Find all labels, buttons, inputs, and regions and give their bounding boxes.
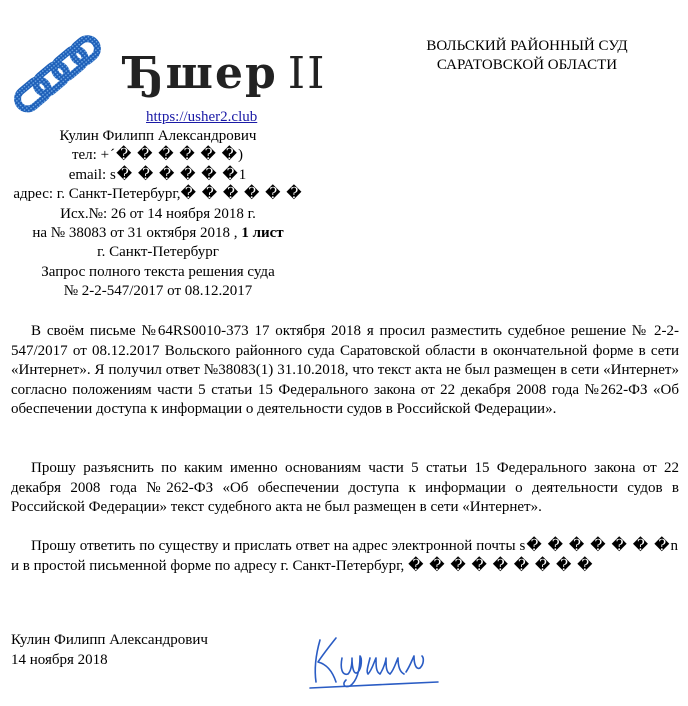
footer-name: Кулин Филипп Александрович	[11, 632, 208, 648]
footer-date: 14 ноября 2018	[11, 652, 108, 668]
paragraph-3-address: � � � � � � � � �	[408, 557, 594, 574]
court-region: САРАТОВСКОЙ ОБЛАСТИ	[436, 57, 618, 73]
chain-link-logo-icon	[12, 34, 104, 118]
sheet-count: 1 лист	[241, 225, 284, 242]
brand-numeral: II	[287, 48, 327, 99]
phone-value: +´� � � � � �)	[100, 147, 245, 164]
sender-city: г. Санкт-Петербург	[97, 244, 219, 261]
body-paragraph-2: Прошу разъяснить по каким именно основаниям части 5 статьи 15 Федерального закона от 22 декабря 2008 года №262-ФЗ «Об обеспечении доступа к информации о деятельности судов в Российской Федерации» текст судебного акта не был размещен в сети «Интернет».	[11, 460, 679, 515]
reply-to-text: на № 38083 от 31 октября 2018 ,	[32, 225, 238, 242]
handwritten-signature-icon	[306, 628, 446, 690]
subject-line-1: Запрос полного текста решения суда	[41, 263, 275, 280]
paragraph-3-email: s� � � � � � �n	[519, 538, 679, 554]
paragraph-3-start: Прошу ответить по существу и прислать ответ на адрес электронной почты	[31, 538, 516, 554]
site-link[interactable]: https://usher2.club	[146, 109, 258, 125]
subject-line-2: № 2-2-547/2017 от 08.12.2017	[63, 283, 253, 300]
sender-address	[8, 185, 308, 204]
email-label: email:	[68, 166, 107, 183]
sender-email	[8, 166, 308, 185]
reply-reference	[8, 224, 308, 243]
address-label: адрес: г. Санкт-Петербург,	[13, 186, 181, 203]
email-value: s� � � � � �1	[109, 166, 248, 183]
sender-block	[8, 127, 308, 302]
sender-phone	[8, 146, 308, 165]
body-paragraph-3	[11, 537, 679, 576]
paragraph-3-middle: и в простой письменной форме по адресу г. Санкт-Петербург,	[11, 557, 405, 574]
brand-name	[124, 46, 327, 102]
address-value: � � � � � �	[180, 186, 303, 203]
sender-name: Кулин Филипп Александрович	[59, 128, 257, 144]
body-paragraph-1: В своём письме №64RS0010-373 17 октября 2018 я просил разместить судебное решение № 2-2-547/2017 от 08.12.2017 Вольского районного суда Саратовской области в окончательной форме в сети «Интернет». Я получил ответ №38083(1) 31.10.2018, что текст акта не был размещен в сети «Интернет» согласно положениям части 5 статьи 15 Федерального закона от 22 декабря 2008 года №262-ФЗ «Об обеспечении доступа к информации о деятельности судов в Российской Федерации».	[11, 323, 679, 417]
court-name: ВОЛЬСКИЙ РАЙОННЫЙ СУД	[426, 38, 628, 54]
court-addressee	[392, 37, 662, 75]
phone-label: тел:	[71, 147, 97, 164]
outgoing-number: Исх.№: 26 от 14 ноября 2018 г.	[60, 205, 256, 222]
brand-title: Ђшер	[124, 48, 278, 99]
signature-block	[11, 630, 208, 670]
